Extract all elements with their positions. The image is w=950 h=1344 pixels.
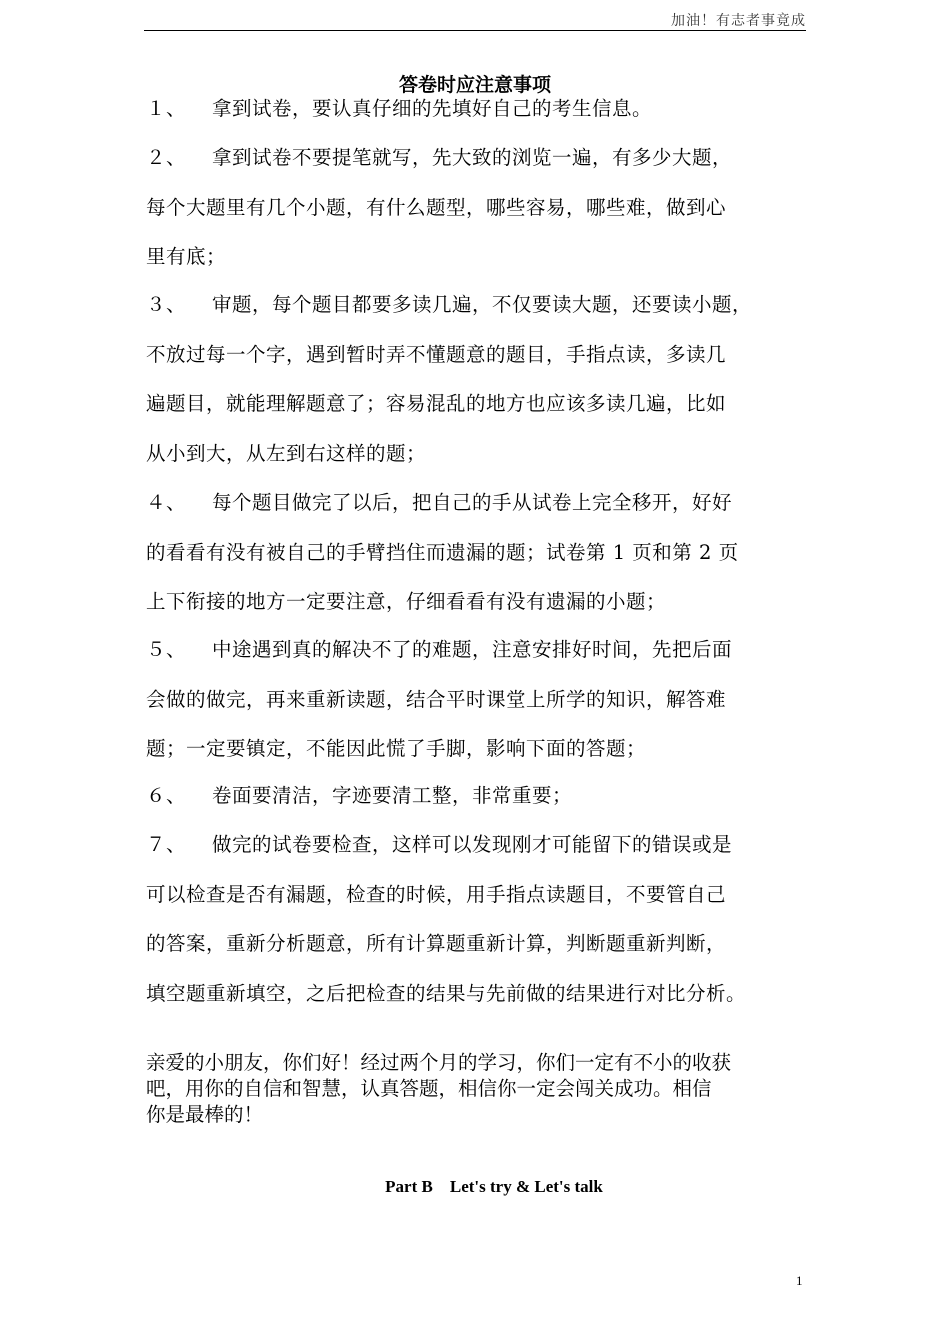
item-text-line: 里有底； (146, 245, 227, 268)
item-text-line: 卷面要清洁，字迹要清工整，非常重要； (212, 784, 573, 807)
greeting-paragraph (146, 1050, 810, 1128)
section-title: Part B Let's try & Let's talk (385, 1177, 603, 1196)
list-item (146, 280, 822, 478)
item-number: ７、 (146, 833, 187, 856)
greeting-line: 亲爱的小朋友，你们好！经过两个月的学习，你们一定有不小的收获 (146, 1051, 732, 1074)
item-number: １、 (146, 97, 187, 120)
greeting-line: 吧，用你的自信和智慧，认真答题，相信你一定会闯关成功。相信 (146, 1077, 712, 1100)
item-text-line: 从小到大，从左到右这样的题； (146, 441, 427, 465)
item-text-line: 拿到试卷不要提笔就写，先大致的浏览一遍，有多少大题， (212, 146, 733, 169)
item-text-line: 中途遇到真的解决不了的难题，注意安排好时间，先把后面 (212, 638, 733, 661)
item-number: ５、 (146, 638, 187, 661)
item-text-line: 每个大题里有几个小题，有什么题型，哪些容易，哪些难，做到心 (146, 195, 727, 219)
header-divider (144, 30, 806, 31)
item-number: ４、 (146, 491, 187, 514)
item-text-line: 会做的做完，再来重新读题，结合平时课堂上所学的知识，解答难 (146, 687, 727, 711)
item-text-line: 每个题目做完了以后，把自己的手从试卷上完全移开，好好 (212, 491, 733, 514)
item-text-line: 遍题目，就能理解题意了；容易混乱的地方也应该多读几遍，比如 (146, 392, 727, 415)
item-text-line: 题；一定要镇定，不能因此慌了手脚，影响下面的答题； (146, 737, 647, 760)
page-title: 答卷时应注意事项 (398, 74, 551, 96)
greeting-line: 你是最棒的！ (146, 1103, 264, 1126)
item-text-line: 拿到试卷，要认真仔细的先填好自己的考生信息。 (212, 97, 653, 120)
list-item (146, 478, 822, 627)
list-item (146, 820, 822, 1018)
list-item (146, 625, 822, 774)
item-text-line: 填空题重新填空，之后把检查的结果与先前做的结果进行对比分析。 (146, 981, 747, 1005)
item-number: ６、 (146, 784, 187, 807)
item-number: ２、 (146, 146, 187, 169)
header-motto: 加油！有志者事竟成 (671, 13, 806, 29)
item-text-line: 的看看有没有被自己的手臂挡住而遗漏的题；试卷第 1 页和第 2 页 (146, 540, 739, 564)
list-item (146, 84, 822, 134)
item-text-line: 做完的试卷要检查，这样可以发现刚才可能留下的错误或是 (212, 833, 733, 856)
item-number: ３、 (146, 293, 187, 316)
page-number: 1 (796, 1273, 803, 1288)
item-text-line: 的答案，重新分析题意，所有计算题重新计算，判断题重新判断， (146, 932, 727, 955)
item-text-line: 上下衔接的地方一定要注意，仔细看看有没有遗漏的小题； (146, 590, 667, 613)
item-text-line: 审题，每个题目都要多读几遍，不仅要读大题，还要读小题， (212, 293, 753, 316)
list-item (146, 133, 822, 282)
item-text-line: 不放过每一个字，遇到暂时弄不懂题意的题目，手指点读，多读几 (146, 342, 727, 366)
item-text-line: 可以检查是否有漏题，检查的时候，用手指点读题目，不要管自己 (146, 882, 727, 906)
list-item (146, 771, 822, 821)
